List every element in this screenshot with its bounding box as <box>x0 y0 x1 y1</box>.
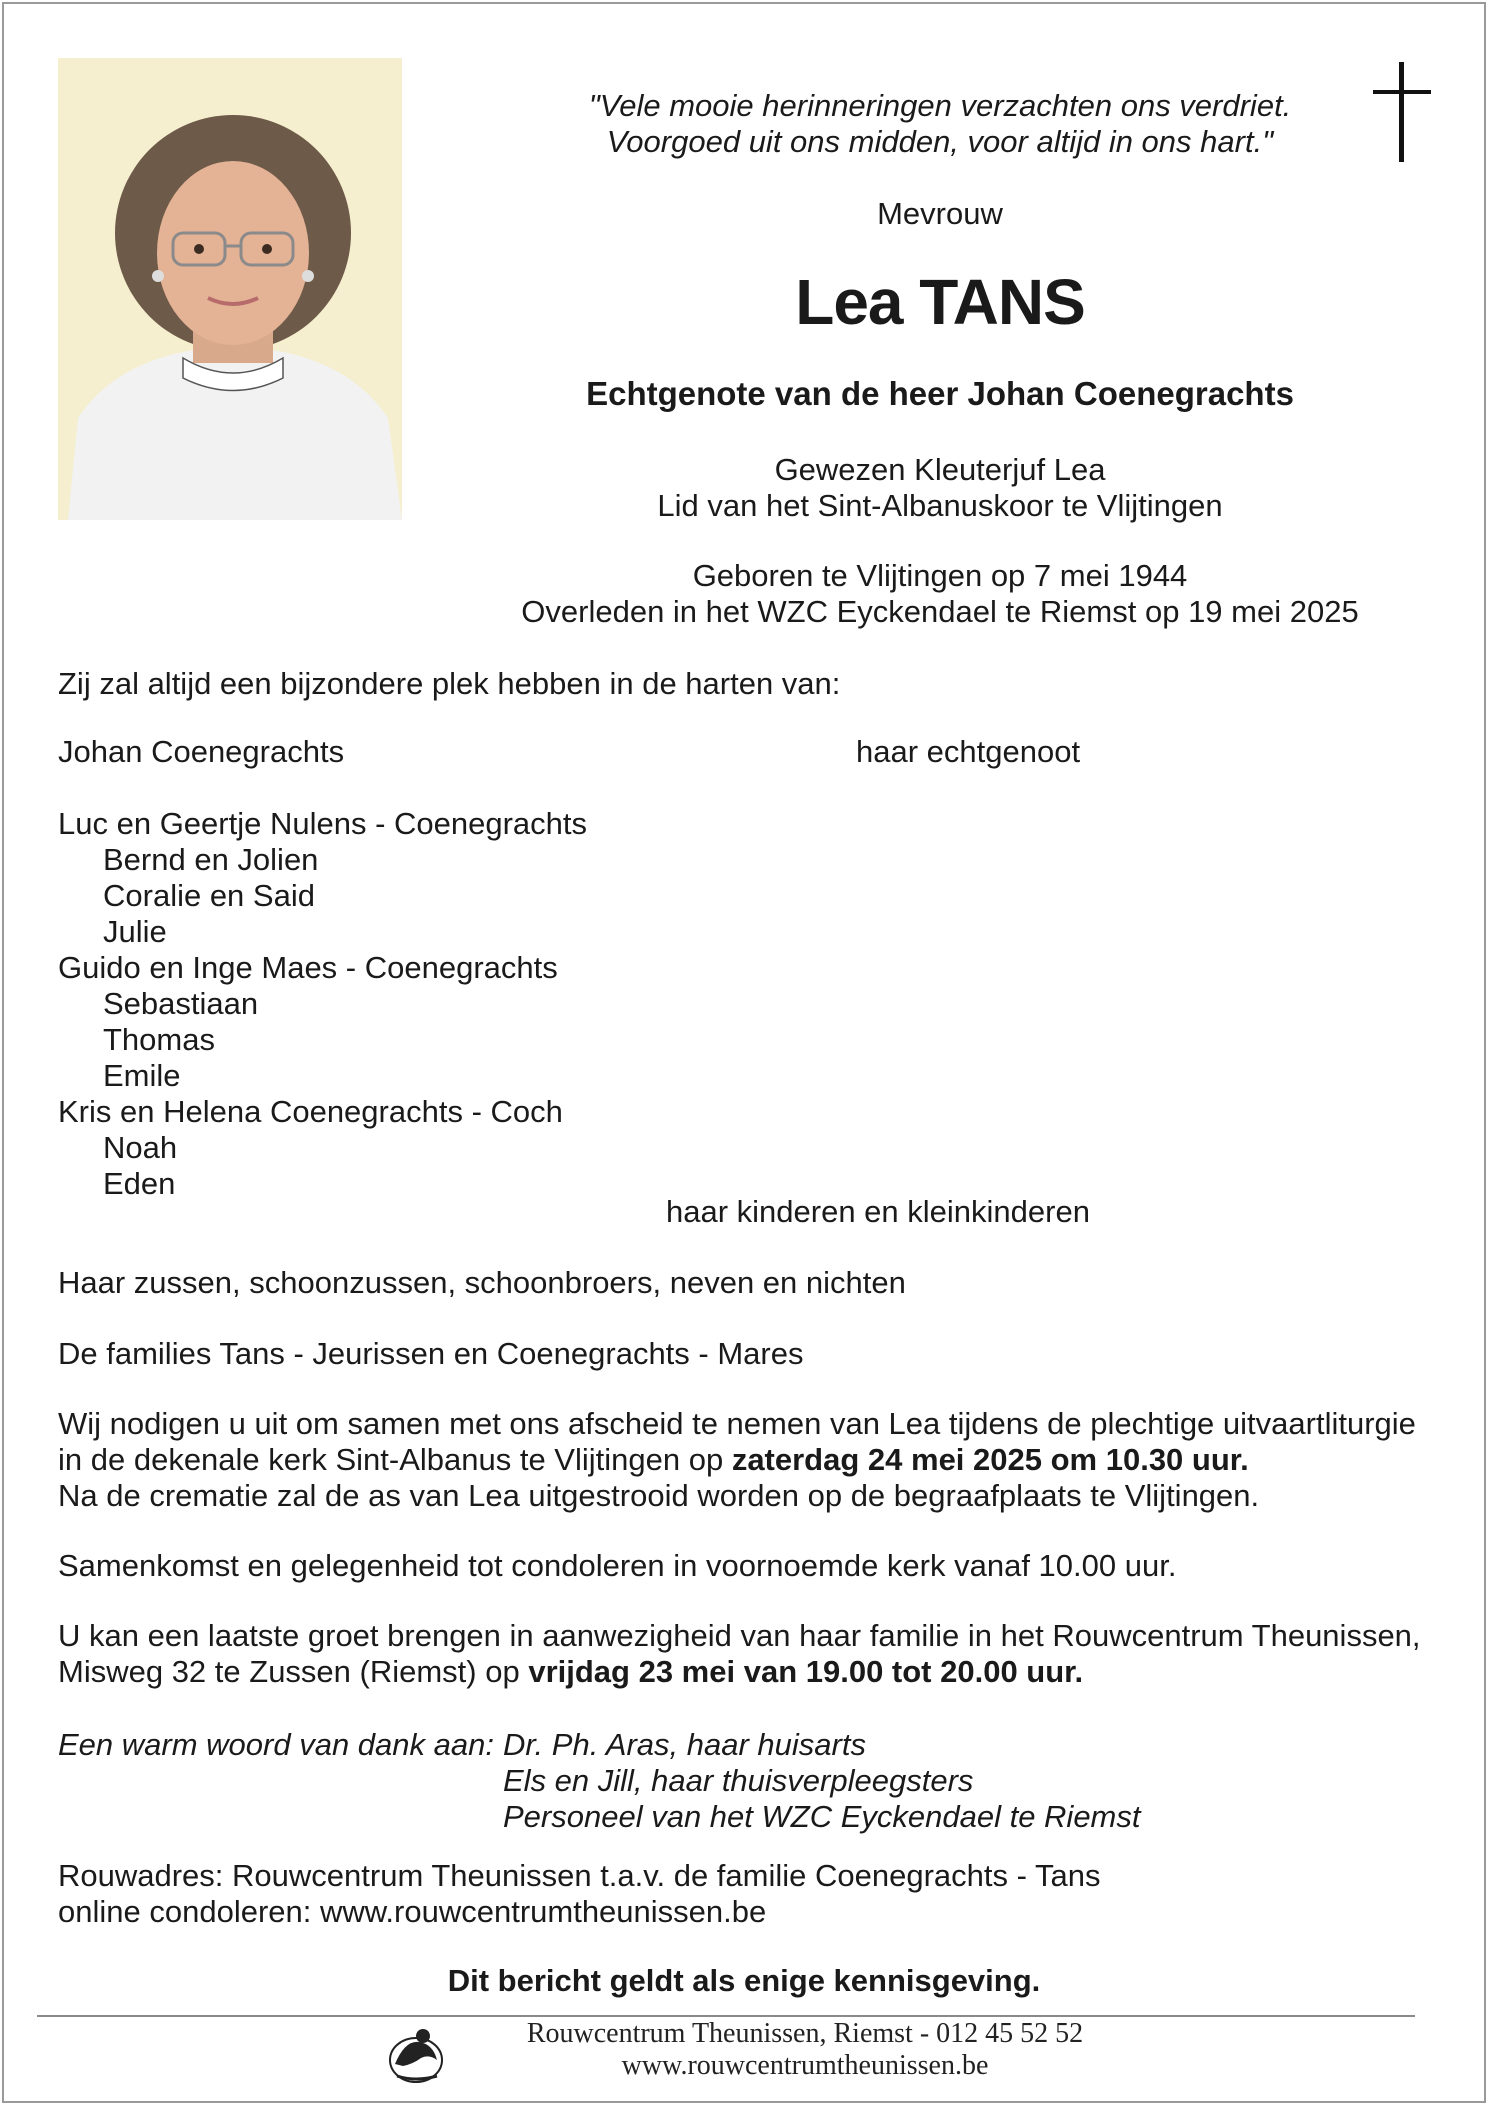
gathering-line: Samenkomst en gelegenheid tot condoleren in voornoemde kerk vanaf 10.00 uur. <box>58 1548 1177 1583</box>
quote-line-1: "Vele mooie herinneringen verzachten ons verdriet. <box>588 88 1292 123</box>
invitation <box>58 1406 1458 1514</box>
footer <box>455 2018 1155 2082</box>
grandchild-name: Bernd en Jolien <box>103 842 319 877</box>
children-list <box>58 806 958 1202</box>
grandchild-name: Emile <box>103 1058 181 1093</box>
birth-line: Geboren te Vlijtingen op 7 mei 1944 <box>692 558 1188 593</box>
child-name: Luc en Geertje Nulens - Coenegrachts <box>58 806 588 841</box>
children-relation: haar kinderen en kleinkinderen <box>666 1194 1090 1229</box>
child-name: Guido en Inge Maes - Coenegrachts <box>58 950 558 985</box>
visit-location: Misweg 32 te Zussen (Riemst) op <box>58 1654 529 1689</box>
invitation-line-3: Na de crematie zal de as van Lea uitgestrooid worden op de begraafplaats te Vlijtingen. <box>58 1478 1260 1513</box>
thanks-item: Personeel van het WZC Eyckendael te Riemst <box>503 1799 1141 1834</box>
grandchild-name: Thomas <box>103 1022 215 1057</box>
child-name: Kris en Helena Coenegrachts - Coch <box>58 1094 563 1129</box>
portrait-photo <box>58 58 402 520</box>
address <box>58 1858 1458 1930</box>
condolence-url: online condoleren: www.rouwcentrumtheunissen.be <box>58 1894 767 1929</box>
footer-website[interactable]: www.rouwcentrumtheunissen.be <box>621 2050 989 2081</box>
visit-date: vrijdag 23 mei van 19.00 tot 20.00 uur. <box>528 1654 1084 1689</box>
deceased-name: Lea TANS <box>795 266 1085 338</box>
footer-divider <box>37 2015 1415 2017</box>
grandchild-name: Sebastiaan <box>103 986 259 1021</box>
thanks-label: Een warm woord van dank aan: <box>58 1727 494 1762</box>
visit <box>58 1618 1468 1690</box>
thanks-item: Dr. Ph. Aras, haar huisarts <box>503 1727 866 1762</box>
intro-line: Zij zal altijd een bijzondere plek hebben in de harten van: <box>58 666 841 701</box>
grandchild-name: Coralie en Said <box>103 878 315 913</box>
invitation-location: in de dekenale kerk Sint-Albanus te Vlijtingen op <box>58 1442 732 1477</box>
invitation-line-1: Wij nodigen u uit om samen met ons afscheid te nemen van Lea tijdens de plechtige uitvaartliturgie <box>58 1406 1416 1441</box>
invitation-line-2 <box>58 1442 1458 1478</box>
funeral-date: zaterdag 24 mei 2025 om 10.30 uur. <box>731 1442 1249 1477</box>
grandchild-name: Eden <box>103 1166 176 1201</box>
visit-line-1: U kan een laatste groet brengen in aanwezigheid van haar familie in het Rouwcentrum Theunissen, <box>58 1618 1421 1653</box>
thanks-list <box>503 1727 1141 1835</box>
grandchild-name: Noah <box>103 1130 178 1165</box>
address-line: Rouwadres: Rouwcentrum Theunissen t.a.v. de familie Coenegrachts - Tans <box>58 1858 1101 1893</box>
role-2: Lid van het Sint-Albanuskoor te Vlijtingen <box>657 488 1223 523</box>
thanks-item: Els en Jill, haar thuisverpleegsters <box>503 1763 974 1798</box>
footer-line-1: Rouwcentrum Theunissen, Riemst - 012 45 52 52 <box>526 2018 1084 2049</box>
life-dates <box>440 558 1440 630</box>
quote <box>440 88 1440 160</box>
role-1: Gewezen Kleuterjuf Lea <box>774 452 1106 487</box>
grandchild-name: Julie <box>103 914 167 949</box>
visit-line-2 <box>58 1654 1468 1690</box>
roles <box>440 452 1440 524</box>
quote-line-2: Voorgoed uit ons midden, voor altijd in ons hart." <box>606 124 1274 159</box>
spouse-line: Echtgenote van de heer Johan Coenegrachts <box>586 375 1294 412</box>
title-prefix: Mevrouw <box>877 196 1003 231</box>
death-line: Overleden in het WZC Eyckendael te Riemst op 19 mei 2025 <box>521 594 1359 629</box>
spouse-relation: haar echtgenoot <box>856 734 1081 769</box>
funeral-home-logo-icon <box>385 2020 447 2086</box>
spouse-name: Johan Coenegrachts <box>58 734 345 769</box>
families-line: De families Tans - Jeurissen en Coenegrachts - Mares <box>58 1336 804 1371</box>
notice-line: Dit bericht geldt als enige kennisgeving. <box>447 1963 1041 1998</box>
siblings-line: Haar zussen, schoonzussen, schoonbroers, neven en nichten <box>58 1265 906 1300</box>
